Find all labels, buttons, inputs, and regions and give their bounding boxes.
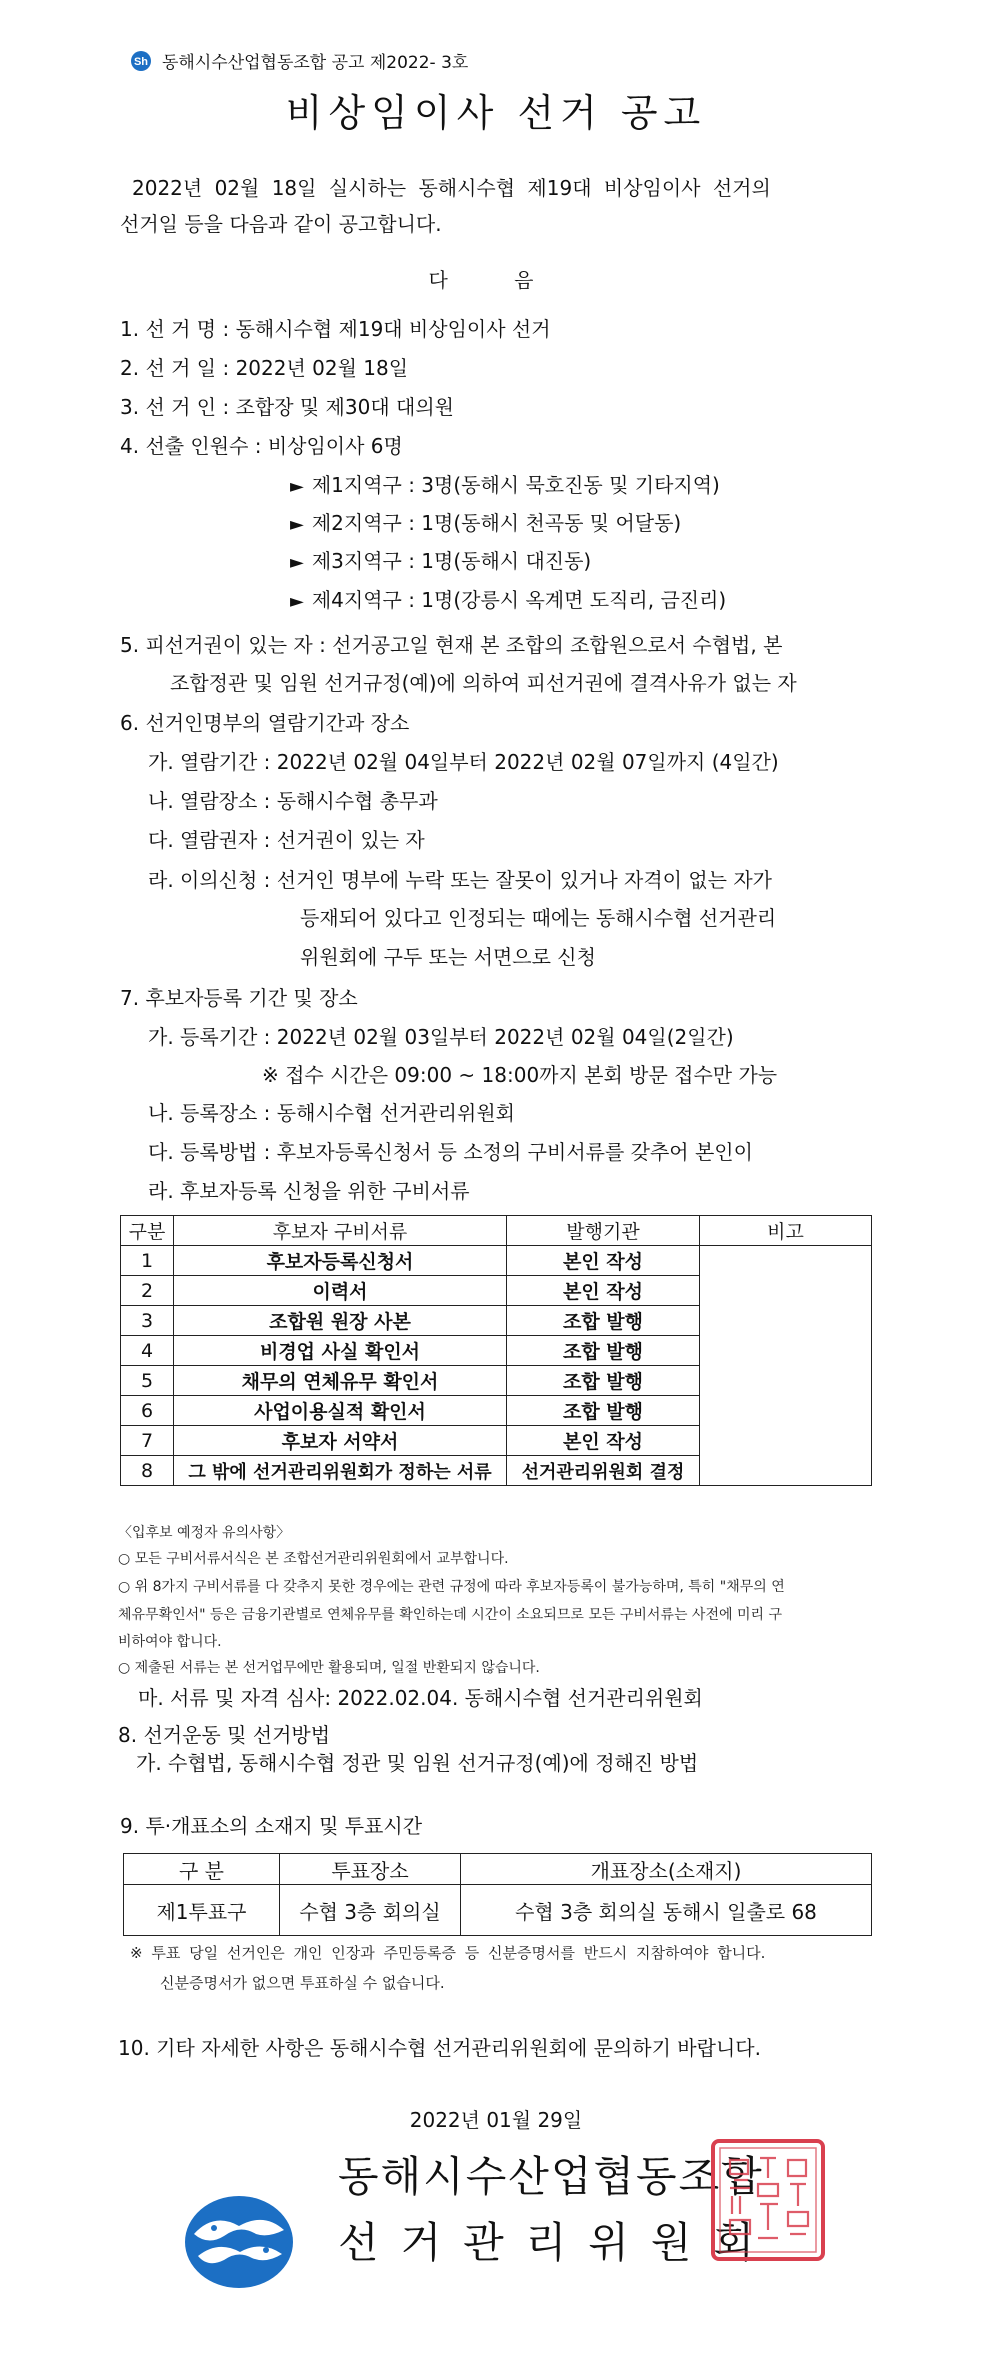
document-issuer: 조합 발행: [507, 1366, 700, 1396]
sh-logo-icon: [130, 50, 152, 72]
counting-place: 수협 3층 회의실 동해시 일출로 68: [461, 1885, 872, 1936]
document-name: 채무의 연체유무 확인서: [174, 1366, 507, 1396]
announcement-date: 2022년 01월 29일: [409, 2108, 583, 2132]
table-row: [121, 1246, 872, 1276]
document-issuer: 본인 작성: [507, 1246, 700, 1276]
row-number: 5: [121, 1366, 174, 1396]
voting-place: 수협 3층 회의실: [280, 1885, 461, 1936]
remarks-cell: [700, 1246, 872, 1486]
item-2-election-date: 2. 선 거 일 : 2022년 02월 18일: [120, 356, 409, 380]
organization-name: 동해시수산업협동조합: [338, 2152, 764, 2201]
document-issuer: 조합 발행: [507, 1306, 700, 1336]
table-header-cell: 투표장소: [280, 1854, 461, 1885]
item-3-voters: 3. 선 거 인 : 조합장 및 제30대 대의원: [120, 395, 454, 419]
item-1-election-name: 1. 선 거 명 : 동해시수협 제19대 비상임이사 선거: [120, 317, 551, 341]
row-number: 8: [121, 1456, 174, 1486]
document-name: 조합원 원장 사본: [174, 1306, 507, 1336]
item-7-heading: 7. 후보자등록 기간 및 장소: [120, 986, 358, 1010]
document-name: 이력서: [174, 1276, 507, 1306]
item-6-ra-line-1: 라. 이의신청 : 선거인 명부에 누락 또는 잘못이 있거나 자격이 없는 자가: [148, 868, 772, 892]
intro-line-2: 선거일 등을 다음과 같이 공고합니다.: [120, 212, 442, 236]
table-header-row: [121, 1216, 872, 1246]
table-header-cell: 구 분: [124, 1854, 280, 1885]
row-number: 6: [121, 1396, 174, 1426]
committee-name: 선거관리위원회: [338, 2218, 777, 2267]
item-9-heading: 9. 투·개표소의 소재지 및 투표시간: [120, 1814, 423, 1838]
item-6-ra-line-3: 위원회에 구두 또는 서면으로 신청: [300, 945, 596, 969]
document-name: 후보자등록신청서: [174, 1246, 507, 1276]
document-name: 그 밖에 선거관리위원회가 정하는 서류: [174, 1456, 507, 1486]
arrow-icon: ►: [290, 552, 304, 573]
item-7-da: 다. 등록방법 : 후보자등록신청서 등 소정의 구비서류를 갖추어 본인이: [148, 1140, 753, 1164]
item-7-ra: 라. 후보자등록 신청을 위한 구비서류: [148, 1179, 470, 1203]
row-number: 7: [121, 1426, 174, 1456]
item-5-eligibility-line-1: 5. 피선거권이 있는 자 : 선거공고일 현재 본 조합의 조합원으로서 수협법, 본: [120, 633, 783, 657]
document-issuer: 조합 발행: [507, 1396, 700, 1426]
row-number: 2: [121, 1276, 174, 1306]
row-number: 1: [121, 1246, 174, 1276]
document-issuer: 선거관리위원회 결정: [507, 1456, 700, 1486]
item-7-ga-note: ※ 접수 시간은 09:00 ~ 18:00까지 본회 방문 접수만 가능: [262, 1063, 778, 1087]
table-header-cell: 발행기관: [507, 1216, 700, 1246]
item-5-eligibility-line-2: 조합정관 및 임원 선거규정(예)에 의하여 피선거권에 결격사유가 없는 자: [170, 671, 797, 695]
announcement-number: 동해시수산업협동조합 공고 제2022- 3호: [162, 53, 469, 73]
region-3: ► 제3지역구 : 1명(동해시 대진동): [290, 549, 592, 573]
arrow-icon: ►: [290, 514, 304, 535]
row-number: 3: [121, 1306, 174, 1336]
polling-district: 제1투표구: [124, 1885, 280, 1936]
note-2-line-1: ○ 위 8가지 구비서류를 다 갖추지 못한 경우에는 관련 규정에 따라 후보자등록이 불가능하며, 특히 "채무의 연: [118, 1579, 785, 1595]
announcement-header: [130, 48, 468, 73]
region-4: ► 제4지역구 : 1명(강릉시 옥계면 도직리, 금진리): [290, 588, 727, 612]
document-name: 사업이용실적 확인서: [174, 1396, 507, 1426]
note-3: ○ 제출된 서류는 본 선거업무에만 활용되며, 일절 반환되지 않습니다.: [118, 1660, 540, 1676]
document-issuer: 본인 작성: [507, 1276, 700, 1306]
arrow-icon: ►: [290, 591, 304, 612]
item-6-ra-line-2: 등재되어 있다고 인정되는 때에는 동해시수협 선거관리: [300, 906, 777, 930]
suhyup-fish-logo-icon: [184, 2194, 294, 2290]
item-4-seats: 4. 선출 인원수 : 비상임이사 6명: [120, 434, 403, 458]
table-header-cell: 개표장소(소재지): [461, 1854, 872, 1885]
table-row: [124, 1885, 872, 1936]
page-title: 비상임이사 선거 공고: [285, 91, 707, 135]
item-8-ga: 가. 수협법, 동해시수협 정관 및 임원 선거규정(예)에 정해진 방법: [136, 1751, 699, 1775]
arrow-icon: ►: [290, 476, 304, 497]
note-1: ○ 모든 구비서류서식은 본 조합선거관리위원회에서 교부합니다.: [118, 1551, 509, 1567]
item-6-na: 나. 열람장소 : 동해시수협 총무과: [148, 789, 438, 813]
official-seal-stamp: [710, 2138, 826, 2262]
row-number: 4: [121, 1336, 174, 1366]
required-documents-table: [120, 1215, 872, 1486]
item-7-ga: 가. 등록기간 : 2022년 02월 03일부터 2022년 02월 04일(2일간): [148, 1025, 734, 1049]
notes-heading: 〈입후보 예정자 유의사항〉: [118, 1525, 291, 1541]
table-header-cell: 후보자 구비서류: [174, 1216, 507, 1246]
document-name: 후보자 서약서: [174, 1426, 507, 1456]
intro-line-1: 2022년 02월 18일 실시하는 동해시수협 제19대 비상임이사 선거의: [132, 176, 771, 200]
item-6-ga: 가. 열람기간 : 2022년 02월 04일부터 2022년 02월 07일까지 (4일간): [148, 750, 779, 774]
note-2-line-3: 비하여야 합니다.: [118, 1634, 222, 1650]
item-10-inquiry: 10. 기타 자세한 사항은 동해시수협 선거관리위원회에 문의하기 바랍니다.: [118, 2036, 761, 2060]
item-7-na: 나. 등록장소 : 동해시수협 선거관리위원회: [148, 1101, 515, 1125]
svg-text:Sh: Sh: [133, 55, 149, 68]
table-header-cell: 구분: [121, 1216, 174, 1246]
item-8-heading: 8. 선거운동 및 선거방법: [118, 1723, 331, 1747]
document-issuer: 본인 작성: [507, 1426, 700, 1456]
region-1: ► 제1지역구 : 3명(동해시 묵호진동 및 기타지역): [290, 473, 720, 497]
item-6-heading: 6. 선거인명부의 열람기간과 장소: [120, 711, 410, 735]
region-2: ► 제2지역구 : 1명(동해시 천곡동 및 어달동): [290, 511, 682, 535]
poll-note-line-1: ※ 투표 당일 선거인은 개인 인장과 주민등록증 등 신분증명서를 반드시 지참하여야 합니다.: [130, 1944, 766, 1962]
item-6-da: 다. 열람권자 : 선거권이 있는 자: [148, 828, 425, 852]
poll-note-line-2: 신분증명서가 없으면 투표하실 수 없습니다.: [160, 1974, 445, 1992]
da-eum-heading: 다 음: [428, 268, 564, 292]
item-7-ma: 마. 서류 및 자격 심사: 2022.02.04. 동해시수협 선거관리위원회: [138, 1686, 703, 1710]
document-issuer: 조합 발행: [507, 1336, 700, 1366]
document-name: 비경업 사실 확인서: [174, 1336, 507, 1366]
note-2-line-2: 체유무확인서" 등은 금융기관별로 연체유무를 확인하는데 시간이 소요되므로 모든 구비서류는 사전에 미리 구: [118, 1607, 782, 1623]
polling-place-table: [123, 1853, 872, 1936]
table-header-cell: 비고: [700, 1216, 872, 1246]
table-header-row: [124, 1854, 872, 1885]
